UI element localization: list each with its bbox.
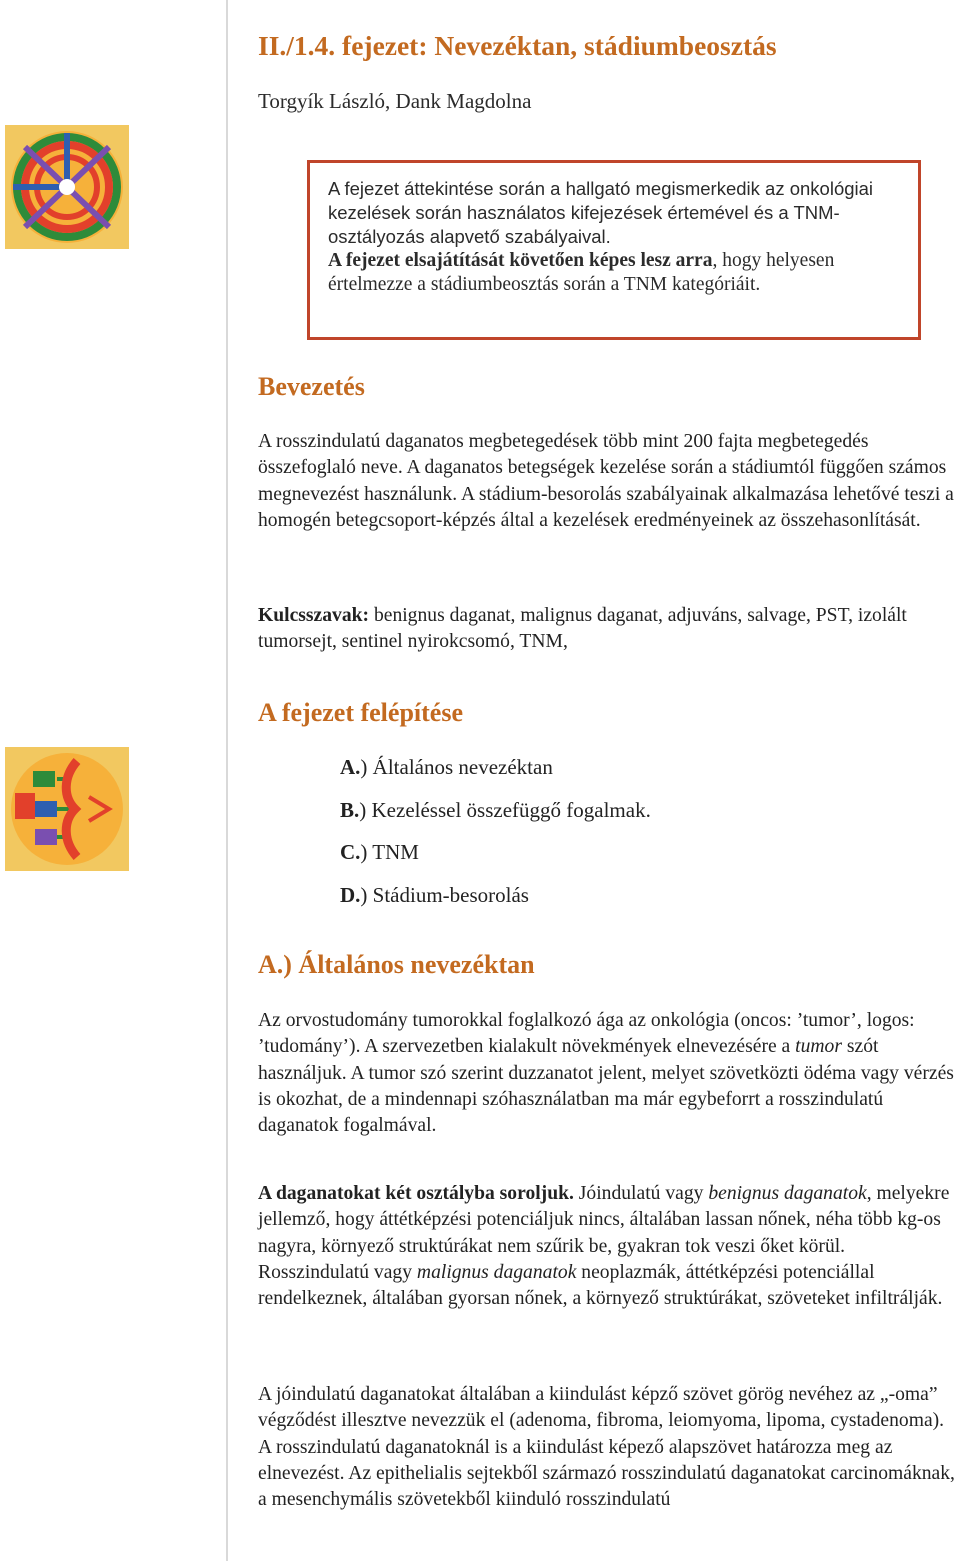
- objectives-sentence: A fejezet áttekintése során a hallgató megismerkedik az onkológiai kezelések során használatos kifejezések értemével és a TNM-osztályozás alapvető szabályaival.: [328, 178, 874, 247]
- text-span: szót használjuk. A tumor szó szerint duzzanatot jelent, melyet szövetközti ödéma vagy vérzés is okozhat, de a mindennapi szóhasználatban ma már egybeforrt a rosszindulatú daganatok fogalmával.: [258, 1036, 954, 1137]
- italic-term: tumor: [795, 1036, 842, 1058]
- section-a-paragraph-2: [258, 1181, 958, 1312]
- objectives-outcome: [328, 249, 904, 297]
- structure-item-letter: A.: [340, 755, 361, 779]
- structure-item: [340, 831, 651, 874]
- italic-term: malignus daganatok: [416, 1261, 577, 1283]
- chapter-authors: Torgyík László, Dank Magdolna: [258, 89, 532, 113]
- structure-item: [340, 746, 651, 789]
- structure-item-letter: B.: [340, 797, 360, 822]
- bold-lead: A daganatokat két osztályba soroljuk.: [258, 1183, 574, 1204]
- learning-objectives-box: [307, 160, 921, 340]
- section-a-paragraph-3: A jóindulatú daganatokat általában a kiindulást képző szövet görög nevéhez az „-oma” végződést illesztve nevezzük el (adenoma, fibroma, leiomyoma, lipoma, cystadenoma). A rosszindulatú daganatoknál is a kiindulást képező alapszövet határozza meg az elnevezést. Az epithelialis sejtekből származó rosszindulatú daganatokat carcinomáknak, a mesenchymális szövetekből kiinduló rosszindulatú: [258, 1384, 955, 1511]
- structure-heading: A fejezet felépítése: [258, 698, 463, 727]
- chapter-title: II./1.4. fejezet: Nevezéktan, stádiumbeosztás: [258, 30, 777, 61]
- structure-diagram-icon: [5, 747, 129, 871]
- keywords-list: benignus daganat, malignus daganat, adjuváns, salvage, PST, izolált tumorsejt, sentinel nyirokcsomó, TNM,: [258, 605, 907, 653]
- text-span: , melyekre jellemző, hogy áttétképzési potenciáljuk nincs, általában lassan nőnek, néha több kg-os nagyra, környező struktúrákat nem szűrik be, gyakran tok veszi őket körül. Rosszindulatú vagy: [258, 1183, 950, 1283]
- section-a-heading: A.) Általános nevezéktan: [258, 950, 535, 979]
- structure-item-text: ) TNM: [360, 840, 419, 864]
- objectives-target-icon: [5, 125, 129, 249]
- text-span: Jóindulatú vagy: [573, 1183, 709, 1204]
- margin-rule: [226, 0, 228, 1561]
- keywords-label: Kulcsszavak:: [258, 605, 370, 626]
- structure-item-text: ) Általános nevezéktan: [360, 755, 553, 779]
- text-span: Az orvostudomány tumorokkal foglalkozó ága az onkológia (oncos: ’tumor’, logos: ’tudomány’). A szervezetben kialakult növekmények elnevezésére a: [258, 1010, 915, 1058]
- structure-list: [340, 746, 651, 916]
- section-a-paragraph-1: [258, 1008, 958, 1139]
- text-span: neoplazmák, áttétképzési potenciállal rendelkeznek, általában gyorsan nőnek, a környező struktúrákat, szöveteket infiltrálják.: [258, 1261, 943, 1310]
- objectives-outcome-bold: A fejezet elsajátítását követően képes lesz arra: [328, 250, 713, 271]
- structure-item: [340, 874, 651, 917]
- structure-item-text: ) Kezeléssel összefüggő fogalmak.: [359, 797, 651, 822]
- structure-item-letter: D.: [340, 882, 361, 907]
- keywords-paragraph: [258, 603, 958, 656]
- intro-paragraph: A rosszindulatú daganatos megbetegedések több mint 200 fajta megbetegedés összefoglaló neve. A daganatos betegségek kezelése során a stádiumtól függően számos megnevezést használunk. A stádium-besorolás szabályainak alkalmazása lehetővé teszi a homogén betegcsoport-képzés által a kezelések eredményeinek az összehasonlítását.: [258, 431, 954, 531]
- italic-term: benignus daganatok: [708, 1183, 867, 1204]
- intro-heading: Bevezetés: [258, 372, 365, 401]
- structure-item-letter: C.: [340, 840, 361, 864]
- objectives-outcome-rest: , hogy helyesen értelmezze a stádiumbeosztás során a TNM kategóriáit.: [328, 250, 835, 295]
- structure-item-text: ) Stádium-besorolás: [360, 882, 529, 907]
- structure-item: [340, 789, 651, 832]
